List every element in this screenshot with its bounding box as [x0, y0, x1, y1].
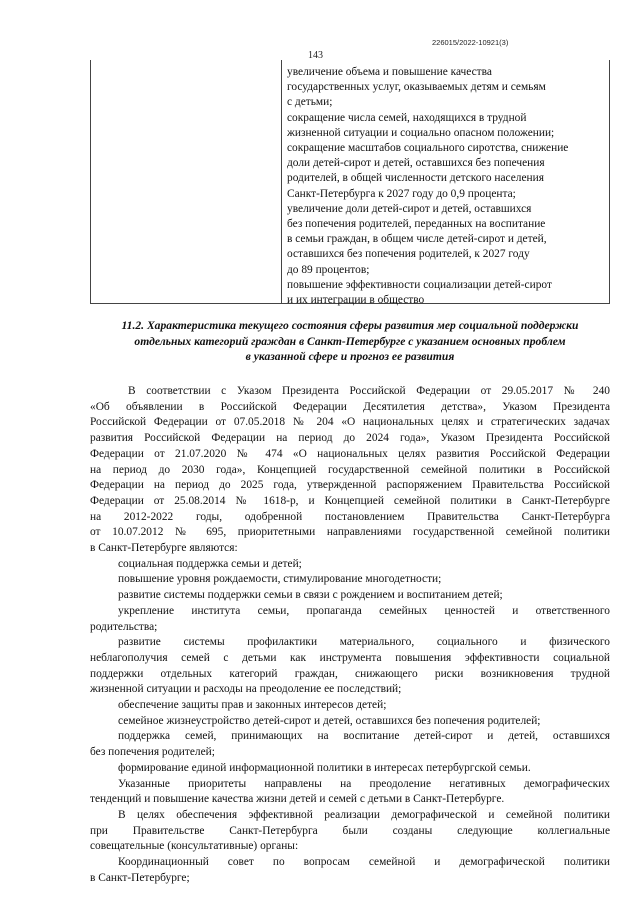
- cell-line: доли детей-сирот и детей, оставшихся без попечения: [287, 157, 545, 170]
- paragraph-line: на период до 2030 года», Концепцией государственной семейной политики в Российской: [90, 463, 610, 476]
- cell-line: в семьи граждан, в общем числе детей-сирот и детей,: [287, 233, 547, 246]
- cell-line: Санкт-Петербурга к 2027 году до 0,9 процента;: [287, 187, 516, 200]
- cell-line: без попечения родителей, переданных на воспитание: [287, 218, 546, 231]
- paragraph-line: В целях обеспечения эффективной реализации демографической и семейной политики: [118, 808, 610, 821]
- list-item: семейное жизнеустройство детей-сирот и детей, оставшихся без попечения родителей;: [118, 714, 541, 727]
- cell-line: оставшихся без попечения родителей, к 2027 году: [287, 248, 530, 261]
- cell-line: сокращение числа семей, находящихся в трудной: [287, 111, 527, 124]
- document-number: 226015/2022-10921(3): [432, 38, 509, 47]
- paragraph-line: Координационный совет по вопросам семейной и демографической политики: [118, 856, 610, 869]
- paragraph-line: Российской Федерации от 07.05.2018 № 204 «О национальных целях и стратегических задачах: [90, 416, 610, 429]
- list-item: развитие системы профилактики материального, социального и физического: [118, 636, 610, 649]
- list-item: социальная поддержка семьи и детей;: [118, 557, 302, 570]
- list-item: повышение уровня рождаемости, стимулирование многодетности;: [118, 573, 442, 586]
- paragraph-line: Федерации от 21.07.2020 № 474 «О национальных целях развития Российской Федерации: [90, 447, 610, 460]
- section-heading: [90, 318, 610, 365]
- paragraph-line: развития Российской Федерации на период до 2024 года», Указом Президента Российской: [90, 432, 610, 445]
- list-item: без попечения родителей;: [90, 746, 215, 759]
- paragraph-line: Указанные приоритеты направлены на преодоление негативных демографических: [118, 777, 610, 790]
- table-right-cell: [287, 65, 605, 308]
- list-item: родительства;: [90, 620, 158, 633]
- cell-line: до 89 процентов;: [287, 263, 370, 276]
- paragraph-line: на 2012-2022 годы, одобренной постановлением Правительства Санкт-Петербурга: [90, 510, 610, 523]
- list-item: укрепление института семьи, пропаганда семейных ценностей и ответственного: [118, 604, 610, 617]
- section-body: [90, 384, 610, 887]
- paragraph-line: в Санкт-Петербурге;: [90, 871, 190, 884]
- paragraph-line: «Об объявлении в Российской Федерации Десятилетия детства», Указом Президента: [90, 400, 610, 413]
- page-number: 143: [308, 50, 323, 61]
- paragraph-line: Федерации на период до 2025 года, утвержденной распоряжением Правительства Российской: [90, 479, 610, 492]
- cell-line: увеличение доли детей-сирот и детей, оставшихся: [287, 202, 532, 215]
- heading-line: 11.2. Характеристика текущего состояния сферы развития мер социальной поддержки: [121, 319, 579, 332]
- heading-line: в указанной сфере и прогноз ее развития: [245, 350, 455, 364]
- table-column-divider: [281, 60, 282, 303]
- cell-line: жизненной ситуации и социально опасном положении;: [287, 126, 555, 139]
- list-item: неблагополучия семей с детьми как инструмента повышения эффективности социальной: [90, 651, 610, 664]
- paragraph-line: в Санкт-Петербурге являются:: [90, 542, 238, 555]
- paragraph-line: при Правительстве Санкт-Петербурга были созданы следующие коллегиальные: [90, 824, 610, 837]
- paragraph-line: тенденций и повышение качества жизни детей и семей с детьми в Санкт-Петербурге.: [90, 793, 505, 806]
- list-item: развитие системы поддержки семьи в связи с рождением и воспитанием детей;: [118, 589, 503, 602]
- list-item: обеспечение защиты прав и законных интересов детей;: [118, 699, 387, 712]
- list-item: жизненной ситуации и расходы на преодоление ее последствий;: [90, 683, 402, 696]
- paragraph-line: В соответствии с Указом Президента Российской Федерации от 29.05.2017 № 240: [128, 385, 610, 397]
- heading-line: отдельных категорий граждан в Санкт-Петербурге с указанием основных проблем: [134, 334, 566, 348]
- cell-line: повышение эффективности социализации детей-сирот: [287, 278, 552, 291]
- cell-line: и их интеграции в общество: [287, 294, 425, 307]
- list-item: поддержки отдельных категорий граждан, снижающего риски возникновения трудной: [90, 667, 610, 680]
- targets-table: [90, 60, 610, 307]
- cell-line: с детьми;: [287, 96, 333, 109]
- cell-line: государственных услуг, оказываемых детям и семьям: [287, 81, 546, 94]
- paragraph-line: совещательные (консультативные) органы:: [90, 840, 299, 853]
- list-item: поддержка семей, принимающих на воспитание детей-сирот и детей, оставшихся: [118, 730, 610, 743]
- paragraph-line: Федерации от 25.08.2014 № 1618-р, и Концепцией семейной политики в Санкт-Петербурге: [90, 494, 610, 507]
- list-item: формирование единой информационной политики в интересах петербургской семьи.: [118, 761, 531, 774]
- cell-line: увеличение объема и повышение качества: [287, 66, 492, 78]
- cell-line: сокращение масштабов социального сиротства, снижение: [287, 142, 569, 155]
- paragraph-line: от 10.07.2012 № 695, приоритетными направлениями государственной семейной политики: [90, 526, 610, 539]
- cell-line: родителей, в общей численности детского населения: [287, 172, 544, 185]
